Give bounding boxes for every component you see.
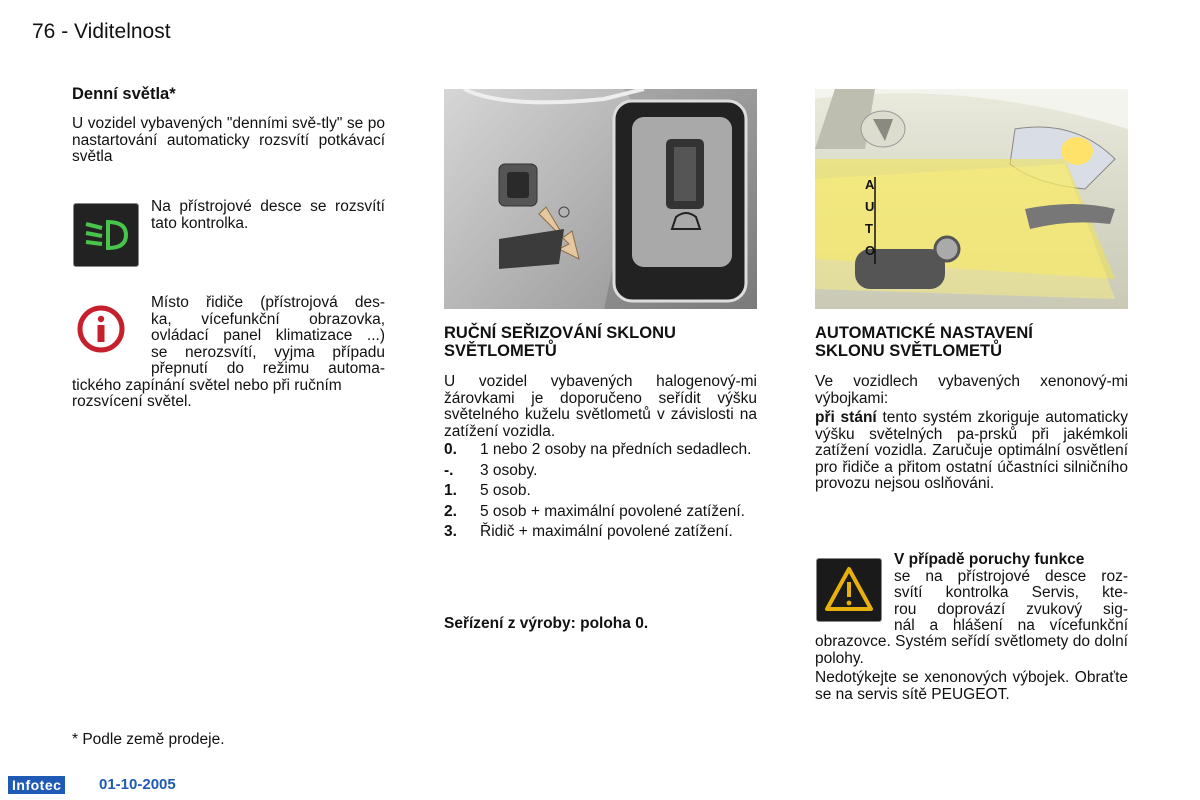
manual-adjust-title-line-1: RUČNÍ SEŘIZOVÁNÍ SKLONU <box>444 324 676 342</box>
header-separator: - <box>61 20 69 43</box>
factory-setting: Seřízení z výroby: poloha 0. <box>444 615 649 632</box>
auto-adjust-intro: Ve vozidlech vybavených xenonový-mi výbojkami: <box>815 373 1128 407</box>
fault-title: V případě poruchy funkce <box>894 551 1085 568</box>
auto-adjust-title <box>815 324 1033 360</box>
auto-letter-o: O <box>865 243 876 258</box>
manual-adjust-intro: U vozidel vybavených halogenový-mi žárovkami je doporučeno seřídit výšku světelného kuželu světlometů v závislosti na zatížení vozidla. <box>444 373 757 440</box>
position-text: 5 osob + maximální povolené zatížení. <box>480 502 745 520</box>
manual-adjuster-photo <box>444 89 757 309</box>
auto-leveling-illustration <box>815 89 1128 309</box>
position-text: 3 osoby. <box>480 461 538 479</box>
position-text: 5 osob. <box>480 482 531 499</box>
position-number: 3. <box>444 523 457 540</box>
driver-place-note <box>72 295 385 411</box>
daytime-lights-intro: U vozidel vybavených "denními svě-tly" se po nastartování automaticky rozsvítí potkávací světla <box>72 115 385 165</box>
fault-line-1: se na přístrojové desce roz- <box>894 567 1128 585</box>
position-number: -. <box>444 461 454 479</box>
footnote: * Podle země prodeje. <box>72 731 225 748</box>
position-number: 1. <box>444 482 457 499</box>
position-text: 1 nebo 2 osoby na předních sedadlech. <box>480 441 752 458</box>
position-number: 2. <box>444 502 457 520</box>
position-number: 0. <box>444 441 457 458</box>
auto-letter-t: T <box>865 221 873 236</box>
list-item <box>444 442 757 459</box>
load-position-list <box>444 442 757 545</box>
auto-adjust-standing <box>815 410 1128 493</box>
low-beam-indicator-svg <box>74 204 138 266</box>
driver-note-line-3: ovládací panel klimatizace ...) <box>151 327 385 344</box>
position-text: Řidič + maximální povolené zatížení. <box>480 523 733 540</box>
driver-note-line-2: ka, vícefunkční obrazovka, <box>151 310 385 328</box>
low-beam-indicator-icon <box>73 203 139 267</box>
list-item <box>444 504 757 521</box>
warning-triangle-svg <box>817 559 881 621</box>
driver-note-line-6: tického zapínání světel nebo při ručním <box>72 376 342 394</box>
auto-adjust-title-line-2: SKLONU SVĚTLOMETŮ <box>815 342 1003 360</box>
standing-bold: při stání <box>815 409 877 426</box>
manual-adjust-title <box>444 324 676 360</box>
warning-triangle-icon <box>816 558 882 622</box>
page-number: 76 <box>32 20 56 43</box>
print-date: 01-10-2005 <box>99 776 176 793</box>
xenon-warning: Nedotýkejte se xenonových výbojek. Obraťte se na servis sítě PEUGEOT. <box>815 669 1128 703</box>
infotec-logo: Infotec <box>8 776 65 794</box>
list-item <box>444 483 757 500</box>
standing-text: tento systém zkoriguje automaticky výšku světelných pa-prsků při jakémkoli zatížení vozidla. Zaručuje optimální osvětlení pro řidiče a přitom ostatní účastníci silničního provozu nejsou oslňováni. <box>815 409 1128 492</box>
fault-block <box>894 552 1128 635</box>
manual-adjuster-illustration <box>444 89 757 309</box>
daytime-lights-title: Denní světla* <box>72 85 176 103</box>
list-item <box>444 524 757 541</box>
driver-note-line-7: rozsvícení světel. <box>72 393 192 410</box>
indicator-note: Na přístrojové desce se rozsvítí tato kontrolka. <box>151 198 385 232</box>
fault-line-4: nál a hlášení na vícefunkční <box>894 617 1128 634</box>
auto-letter-a: A <box>865 177 875 192</box>
page-header <box>32 20 171 44</box>
auto-leveling-photo <box>815 89 1128 309</box>
list-item <box>444 463 757 480</box>
section-title: Viditelnost <box>74 20 171 43</box>
driver-note-line-5: přepnutí do režimu automa- <box>151 360 385 377</box>
manual-adjust-title-line-2: SVĚTLOMETŮ <box>444 342 557 360</box>
auto-adjust-title-line-1: AUTOMATICKÉ NASTAVENÍ <box>815 324 1033 342</box>
fault-line-2: svítí kontrolka Servis, kte- <box>894 584 1128 601</box>
driver-note-line-4: se nerozsvítí, vyjma případu <box>151 343 385 361</box>
driver-note-line-1: Místo řidiče (přístrojová des- <box>151 294 385 311</box>
fault-end: obrazovce. Systém seřídí světlomety do dolní polohy. <box>815 633 1128 667</box>
fault-line-3: rou doprovází zvukový sig- <box>894 600 1128 618</box>
auto-letter-u: U <box>865 199 875 214</box>
